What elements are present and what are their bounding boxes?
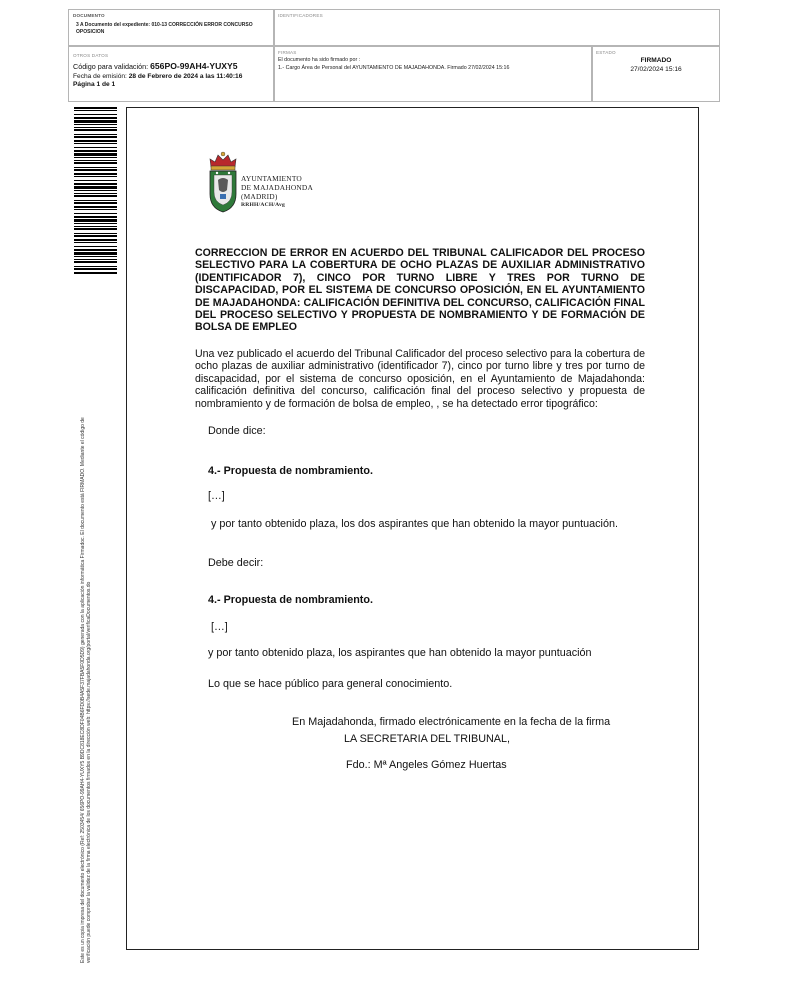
barcode-bar xyxy=(74,206,117,208)
barcode-bar xyxy=(74,124,117,125)
barcode-bar xyxy=(74,256,117,257)
barcode-bar xyxy=(74,239,117,241)
donde-dice-label: Donde dice: xyxy=(208,425,266,437)
barcode-bar xyxy=(74,134,117,135)
identificadores-label: IDENTIFICADORES xyxy=(278,13,323,18)
barcode-bar xyxy=(74,140,117,142)
barcode-bar xyxy=(74,169,117,171)
text-donde-dice: y por tanto obtenido plaza, los dos aspirantes que han obtenido la mayor puntuación. xyxy=(208,518,618,530)
barcode-bar xyxy=(74,180,117,181)
barcode-bar xyxy=(74,226,117,227)
barcode-bar xyxy=(74,107,117,109)
document-title: CORRECCION DE ERROR EN ACUERDO DEL TRIBUNAL CALIFICADOR DEL PROCESO SELECTIVO PARA LA COBERTURA DE OCHO PLAZAS DE AUXILIAR ADMINISTRATIVO (IDENTIFICADOR 7), CINCO POR TURNO LIBRE Y TRES POR TURNO DE DISCAPACIDAD, POR EL SISTEMA DE CONCURSO OPOSICIÓN, EN EL AYUNTAMIENTO DE MAJADAHONDA: CALIFICACIÓN DEFINITIVA DEL CONCURSO, CALIFICACIÓN FINAL DEL PROCESO SELECTIVO Y PROPUESTA DE NOMBRAMIENTO Y DE FORMACIÓN DE BOLSA DE EMPLEO xyxy=(195,247,645,334)
documento-text: 3 A Documento del expediente: 010-13 CORRECCIÓN ERROR CONCURSO OPOSICION xyxy=(76,22,253,35)
codigo-validacion xyxy=(73,61,238,71)
barcode-bar xyxy=(74,117,117,119)
barcode-bar xyxy=(74,219,117,222)
documento-label: DOCUMENTO xyxy=(73,13,105,18)
heading-propuesta-2: 4.- Propuesta de nombramiento. xyxy=(208,594,373,606)
barcode-bar xyxy=(74,216,117,218)
barcode-bar xyxy=(74,246,117,247)
barcode-bar xyxy=(74,213,117,214)
barcode-bar xyxy=(74,193,117,194)
firmas-label: FIRMAS xyxy=(278,50,297,55)
estado-value: FIRMADO xyxy=(640,57,672,64)
barcode-bar xyxy=(74,228,117,230)
barcode xyxy=(74,107,117,276)
barcode-bar xyxy=(74,235,117,237)
barcode-bar xyxy=(74,110,117,111)
barcode-bar xyxy=(74,259,117,260)
codigo-prefix: Código para validación: xyxy=(73,62,149,71)
barcode-bar xyxy=(74,114,117,115)
barcode-bar xyxy=(74,200,117,201)
barcode-bar xyxy=(74,150,117,152)
pagina-label: Página 1 de 1 xyxy=(73,81,116,88)
firma-line2: LA SECRETARIA DEL TRIBUNAL, xyxy=(344,733,511,745)
barcode-bar xyxy=(74,129,117,131)
logo-line2: DE MAJADAHONDA xyxy=(241,183,313,192)
barcode-bar xyxy=(74,183,117,185)
ellipsis-1: […] xyxy=(208,490,225,502)
intro-paragraph: Una vez publicado el acuerdo del Tribunal Calificador del proceso selectivo para la cobertura de ocho plazas de auxiliar administrativo (identificador 7), cinco por turno libre y tres por turno de discapacidad, por el sistema de concurso oposición, en el Ayuntamiento de Majadahonda: calificación definitiva del concurso, calificación final del proceso selectivo y propuesta de nombramiento y de formación de bolsa de empleo, , se ha detectado error tipográfico: xyxy=(195,348,645,410)
barcode-bar xyxy=(74,153,117,156)
barcode-bar xyxy=(74,242,117,243)
otros-datos-label: OTROS DATOS xyxy=(73,53,109,58)
barcode-bar xyxy=(74,186,117,189)
barcode-bar xyxy=(74,190,117,191)
barcode-bar xyxy=(74,176,117,177)
barcode-bar xyxy=(74,167,117,168)
firmas-line1: El documento ha sido firmado por : xyxy=(278,57,361,63)
barcode-bar xyxy=(74,252,117,255)
barcode-bar xyxy=(74,147,117,148)
text-debe-decir: y por tanto obtenido plaza, los aspirantes que han obtenido la mayor puntuación xyxy=(208,647,592,659)
header-firmas-box xyxy=(274,46,592,102)
barcode-bar xyxy=(74,136,117,138)
barcode-bar xyxy=(74,195,117,197)
barcode-bar xyxy=(74,223,117,224)
barcode-bar xyxy=(74,160,117,161)
logo-line1: AYUNTAMIENTO xyxy=(241,174,302,183)
barcode-bar xyxy=(74,233,117,234)
side-text-line2: verificación puede comprobar la validez de la firma electrónica de los documentos firmados en la dirección web: https://sede.majadahonda.org/portal/verificaDocumentos.do xyxy=(86,581,93,963)
fecha-emision xyxy=(73,73,242,80)
publico-text: Lo que se hace público para general conocimiento. xyxy=(208,678,453,690)
barcode-bar xyxy=(74,157,117,158)
side-text-line1: Este es un copia impresa del documento electrónico (Ref: 2503454/ 656PO-99AH4-YUXY5 B9DC818EC8DF04B6FD0B4A5F37FBA5F0D5D9) generada con la aplicación informática Firmadoc. El documento está FIRMADO. Mediante el código de xyxy=(80,417,86,963)
logo-line4: RRHH/ACH/Avg xyxy=(241,202,285,208)
barcode-bar xyxy=(74,173,117,175)
barcode-bar xyxy=(74,202,117,204)
fecha-prefix: Fecha de emisión: xyxy=(73,73,127,80)
barcode-bar xyxy=(74,268,117,270)
firma-line3: Fdo.: Mª Angeles Gómez Huertas xyxy=(346,759,507,771)
logo-text xyxy=(241,174,313,209)
ellipsis-2: […] xyxy=(208,621,228,633)
debe-decir-label: Debe decir: xyxy=(208,557,264,569)
barcode-bar xyxy=(74,143,117,144)
barcode-bar xyxy=(74,249,117,251)
firma-line1: En Majadahonda, firmado electrónicamente en la fecha de la firma xyxy=(292,716,611,728)
barcode-bar xyxy=(74,209,117,210)
heading-propuesta-1: 4.- Propuesta de nombramiento. xyxy=(208,465,373,477)
firmas-line2: 1.- Cargo Área de Personal del AYUNTAMIENTO DE MAJADAHONDA. Firmado 27/02/2024 15:16 xyxy=(278,65,510,71)
estado-label: ESTADO xyxy=(596,50,616,55)
barcode-bar xyxy=(74,266,117,267)
coat-of-arms-logo xyxy=(206,150,240,214)
codigo-value: 656PO-99AH4-YUXY5 xyxy=(150,61,238,71)
barcode-bar xyxy=(74,120,117,123)
side-verification-text xyxy=(80,303,92,963)
barcode-bar xyxy=(74,127,117,128)
barcode-bar xyxy=(74,162,117,164)
logo-line3: (MADRID) xyxy=(241,192,278,201)
header-identificadores-box xyxy=(274,9,720,46)
estado-date: 27/02/2024 15:16 xyxy=(630,66,682,73)
fecha-value: 28 de Febrero de 2024 a las 11:40:16 xyxy=(128,73,243,80)
barcode-bar xyxy=(74,272,117,274)
barcode-bar xyxy=(74,261,117,263)
